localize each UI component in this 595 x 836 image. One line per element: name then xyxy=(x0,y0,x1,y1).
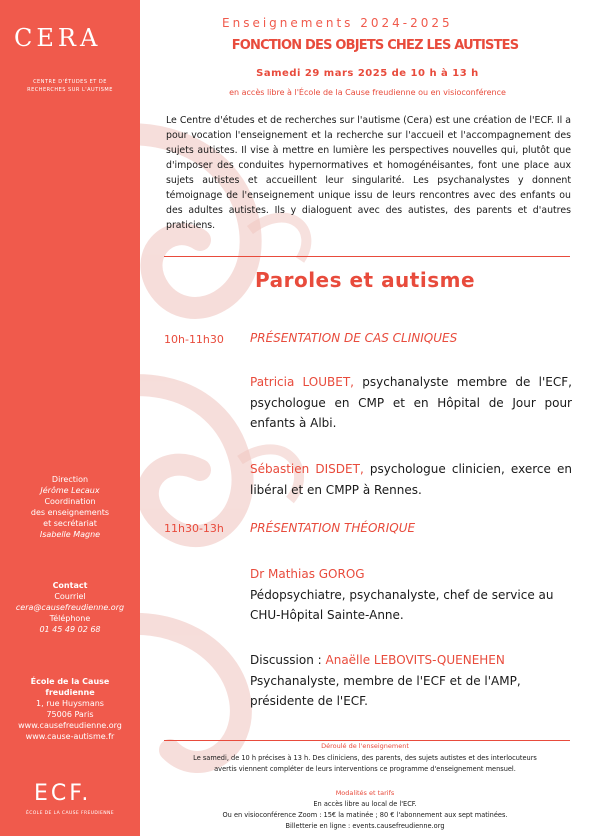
coordination-label-1: Coordination xyxy=(44,497,96,506)
org-subtitle: CENTRE D'ÉTUDES ET DE RECHERCHES SUR L'AUTISME xyxy=(27,79,113,93)
speaker-1-name: Patricia LOUBET, xyxy=(250,375,354,389)
school-block xyxy=(4,676,136,742)
slot-1-title: PRÉSENTATION DE CAS CLINIQUES xyxy=(250,331,458,345)
website-link-2[interactable]: www.cause-autisme.fr xyxy=(25,732,115,741)
discussion-name: Anaëlle LEBOVITS-QUENEHEN xyxy=(325,653,505,667)
school-name-1: École de la Cause xyxy=(30,677,110,686)
main-title: Paroles et autisme xyxy=(254,268,476,292)
speaker-3-name: Dr Mathias GOROG xyxy=(250,567,365,581)
phone-label: Téléphone xyxy=(49,614,91,623)
contact-label: Contact xyxy=(52,581,88,590)
direction-label: Direction xyxy=(51,475,89,484)
school-name-2: freudienne xyxy=(45,688,95,697)
tarifs-line-1: En accès libre au local de l'ECF. xyxy=(313,800,417,808)
discussion-desc: Psychanalyste, membre de l'ECF et de l'AMP, présidente de l'ECF. xyxy=(250,673,521,708)
event-date: Samedi 29 mars 2025 de 10 h à 13 h xyxy=(256,68,479,79)
divider-top xyxy=(164,256,570,257)
divider-bottom xyxy=(164,740,570,741)
email-link[interactable]: cera@causefreudienne.org xyxy=(15,603,125,612)
speaker-3-desc: Pédopsychiatre, psychanalyste, chef de service au CHU-Hôpital Sainte-Anne. xyxy=(250,587,554,622)
slot-1-time: 10h-11h30 xyxy=(164,333,224,346)
slot-2-time: 11h30-13h xyxy=(164,522,224,535)
speaker-1 xyxy=(250,372,572,434)
speaker-3 xyxy=(250,564,572,626)
direction-name: Jérôme Lecaux xyxy=(40,486,100,495)
discussion xyxy=(250,650,572,712)
speaker-2 xyxy=(250,459,572,500)
ecf-subtitle: ÉCOLE DE LA CAUSE FREUDIENNE xyxy=(25,811,115,816)
deroule-line-1: Le samedi, de 10 h précises à 13 h. Des cliniciens, des parents, des sujets autistes et des interlocuteurs xyxy=(193,754,537,762)
slot-2-title: PRÉSENTATION THÉORIQUE xyxy=(250,521,416,535)
speaker-2-name: Sébastien DISDET, xyxy=(250,462,364,476)
ecf-logo: ECF. xyxy=(34,781,92,806)
deroule-line-2: avertis viennent compléter de leurs interventions ce programme d'enseignement mensuel. xyxy=(214,765,516,773)
deroule-label: Déroulé de l'enseignement xyxy=(321,742,409,750)
tarifs-line-2: Ou en visioconférence Zoom : 15€ la matinée ; 80 € l'abonnement aux sept matinées. xyxy=(222,811,508,819)
contact-block xyxy=(4,580,136,635)
page-title: FONCTION DES OBJETS CHEZ LES AUTISTES xyxy=(231,38,519,53)
email-label: Courriel xyxy=(54,592,86,601)
intro-paragraph: Le Centre d'études et de recherches sur l'autisme (Cera) est une création de l'ECF. Il a pour vocation l'enseignement et la recherche sur l'accueil et l'accompagnement des sujets autistes. Il vise à mettre en lumière les perspectives nouvelles qui, plutôt que d'imposer des conduites hypernormatives et homogénéisantes, font une place aux sujets autistes et accueillent leur singularité. Les psychanalystes y donnent témoignage de l'enseignement unique issu de leurs rencontres avec des enfants ou des adultes autistes. Ils y dialoguent avec des autistes, des parents et d'autres praticiens. xyxy=(166,115,571,231)
discussion-label: Discussion : xyxy=(250,653,326,667)
logo-text: CERA xyxy=(14,24,102,52)
speaker-1-desc: psychanalyste membre de l'ECF, psychologue en CMP et en Hôpital de Jour pour enfants à Albi. xyxy=(250,375,572,430)
sidebar xyxy=(0,0,140,836)
series-title: Enseignements 2024-2025 xyxy=(222,16,453,30)
event-access: en accès libre à l'École de la Cause freudienne ou en visioconférence xyxy=(229,88,506,97)
tarifs-label: Modalités et tarifs xyxy=(335,789,395,797)
coordination-label-2: des enseignements xyxy=(30,508,110,517)
speaker-2-desc: psychologue clinicien, exerce en libéral et en CMPP à Rennes. xyxy=(250,462,572,497)
direction-block xyxy=(4,474,136,540)
phone-number: 01 45 49 02 68 xyxy=(39,625,101,634)
coordination-label-3: et secrétariat xyxy=(43,519,97,528)
website-link-1[interactable]: www.causefreudienne.org xyxy=(18,721,122,730)
coordination-name: Isabelle Magne xyxy=(39,530,101,539)
address-line-1: 1, rue Huysmans xyxy=(36,699,104,708)
address-line-2: 75006 Paris xyxy=(46,710,94,719)
ticketing-link[interactable]: Billetterie en ligne : events.causefreudienne.org xyxy=(285,822,445,830)
